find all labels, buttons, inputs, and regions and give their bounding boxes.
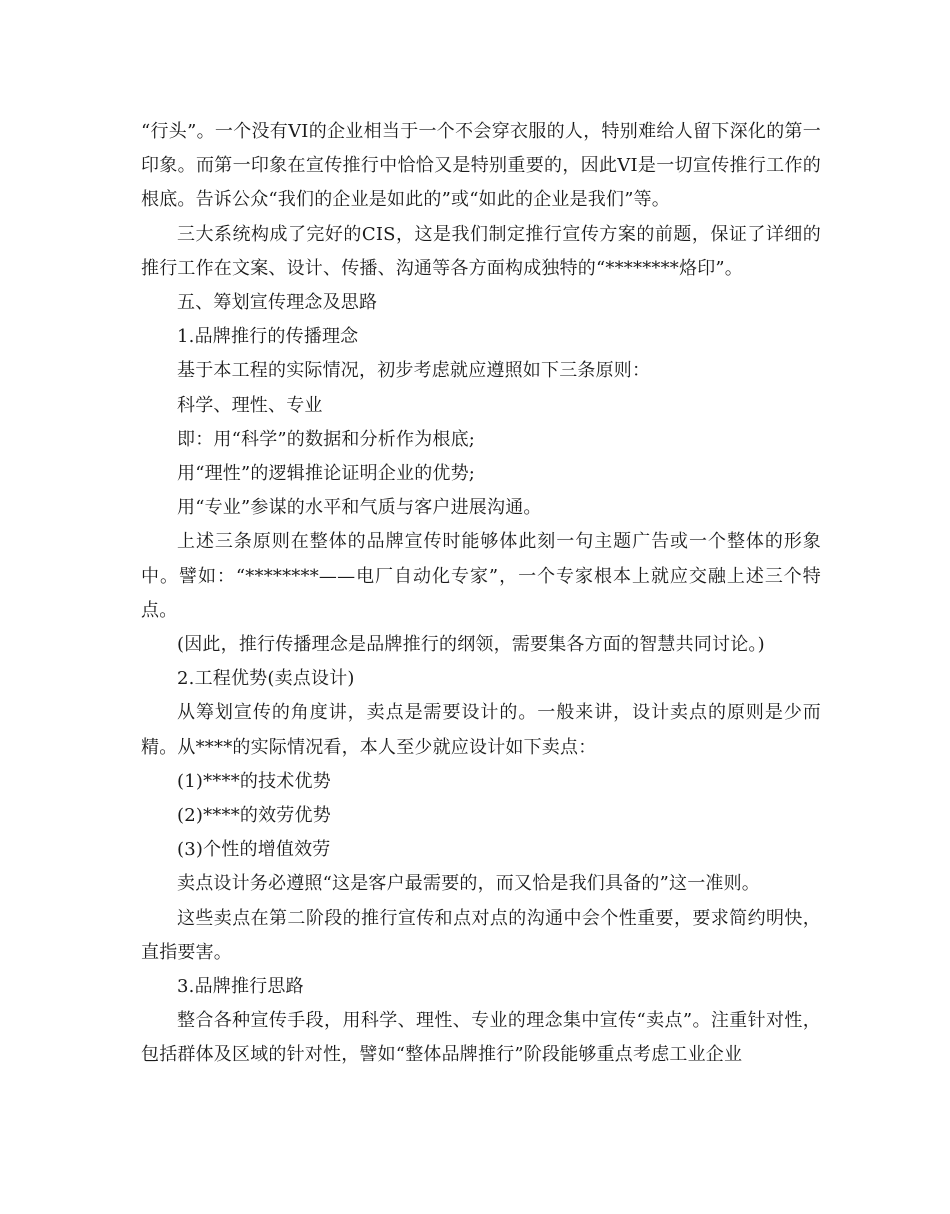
paragraph-principles-list: 科学、理性、专业: [177, 394, 323, 416]
paragraph-selling-rule: 卖点设计务必遵照“这是客户最需要的，而又恰是我们具备的”这一准则。: [177, 873, 761, 895]
list-item-tech: (1)****的技术优势: [177, 770, 331, 792]
subheading-brand-ideas: 3.品牌推行思路: [177, 976, 304, 998]
paragraph-three-principles: 基于本工程的实际情况，初步考虑就应遵照如下三条原则：: [177, 360, 651, 382]
paragraph-reason: 用“理性”的逻辑推论证明企业的优势;: [177, 463, 476, 485]
paragraph-selling-importance: 这些卖点在第二阶段的推行宣传和点对点的沟通中会个性重要，要求简约明快，直指要害。: [141, 907, 821, 963]
paragraph-theme-ad: 上述三条原则在整体的品牌宣传时能够体此刻一句主题广告或一个整体的形象中。譬如：“********——电厂自动化专家”，一个专家根本上就应交融上述三个特点。: [141, 531, 821, 621]
paragraph-note: (因此，推行传播理念是品牌推行的纲领，需要集各方面的智慧共同讨论。): [177, 634, 765, 656]
subheading-selling-points: 2.工程优势(卖点设计): [177, 668, 355, 690]
paragraph-selling-design: 从筹划宣传的角度讲，卖点是需要设计的。一般来讲，设计卖点的原则是少而精。从****的实际情况看，本人至少就应设计如下卖点：: [141, 702, 821, 758]
paragraph-integration: 整合各种宣传手段，用科学、理性、专业的理念集中宣传“卖点”。注重针对性，包括群体及区域的针对性，譬如“整体品牌推行”阶段能够重点考虑工业企业: [141, 1010, 821, 1066]
list-item-value-added: (3)个性的增值效劳: [177, 839, 331, 861]
paragraph-professional: 用“专业”参谋的水平和气质与客户进展沟通。: [177, 497, 542, 519]
document-body: [141, 115, 821, 1073]
paragraph-cis-system: 三大系统构成了完好的CIS，这是我们制定推行宣传方案的前题，保证了详细的推行工作在文案、设计、传播、沟通等各方面构成独特的“********烙印”。: [141, 223, 821, 279]
paragraph-vi-intro: “行头”。一个没有VI的企业相当于一个不会穿衣服的人，特别难给人留下深化的第一印象。而第一印象在宣传推行中恰恰又是特别重要的，因此VI是一切宣传推行工作的根底。告诉公众“我们的企业是如此的”或“如此的企业是我们”等。: [141, 121, 821, 211]
paragraph-science: 即：用“科学”的数据和分析作为根底;: [177, 428, 476, 450]
list-item-service: (2)****的效劳优势: [177, 805, 331, 827]
section-heading-5: 五、筹划宣传理念及思路: [177, 292, 378, 314]
subheading-brand-concept: 1.品牌推行的传播理念: [177, 326, 359, 348]
